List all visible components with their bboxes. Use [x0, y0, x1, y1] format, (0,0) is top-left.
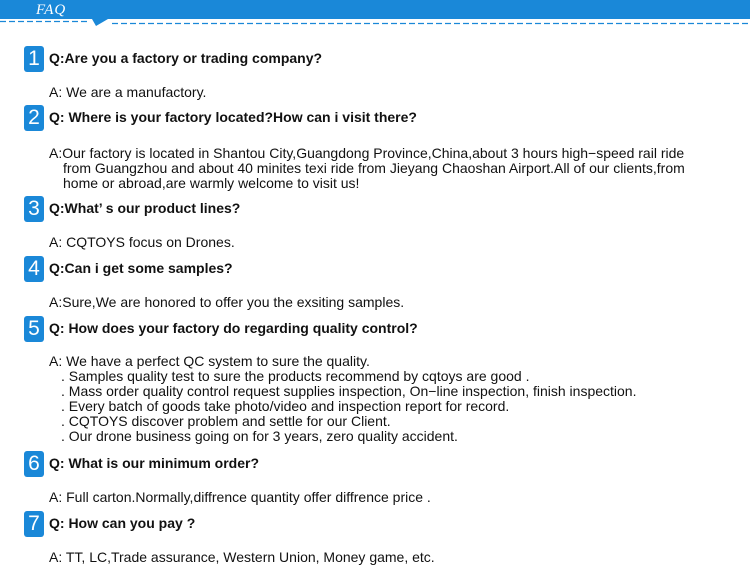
- question-text: Q:Are you a factory or trading company?: [49, 50, 323, 66]
- faq-item-6: [24, 451, 740, 505]
- faq-item-1: [24, 46, 740, 100]
- question-text: Q:Can i get some samples?: [49, 260, 233, 276]
- bullet-item: . CQTOYS discover problem and settle for our Client.: [61, 413, 391, 429]
- question-text: Q:What’ s our product lines?: [49, 200, 241, 216]
- faq-item-5: [24, 316, 740, 444]
- number-badge: 6: [24, 451, 44, 477]
- question-text: Q: How does your factory do regarding quality control?: [49, 320, 418, 336]
- faq-item-7: [24, 511, 740, 565]
- faq-item-2: [24, 105, 740, 191]
- answer-text: A: We have a perfect QC system to sure the quality. . Samples quality test to sure the products recommend by cqtoys are good . . Mass order quality control request supplies inspection, On−line inspection, finish inspection. . Every batch of goods take photo/video and inspection report for record. . CQTOYS discover problem and settle for our Client. . Our drone business going on for 3 years, zero quality accident.: [49, 354, 739, 444]
- answer-text: A: We are a manufactory.: [49, 84, 207, 100]
- number-badge: 2: [24, 105, 44, 131]
- question-text: Q: Where is your factory located?How can i visit there?: [49, 109, 417, 125]
- faq-item-3: [24, 196, 740, 250]
- bullet-item: . Every batch of goods take photo/video and inspection report for record.: [61, 398, 510, 414]
- number-badge: 5: [24, 316, 44, 342]
- faq-title: FAQ: [36, 2, 67, 18]
- answer-text: A: CQTOYS focus on Drones.: [49, 234, 235, 250]
- header-band: [0, 0, 750, 28]
- number-badge: 1: [24, 46, 44, 72]
- answer-text: A: TT, LC,Trade assurance, Western Union, Money game, etc.: [49, 549, 435, 565]
- bullet-item: . Mass order quality control request supplies inspection, On−line inspection, finish inspection.: [61, 383, 637, 399]
- number-badge: 3: [24, 196, 44, 222]
- question-text: Q: What is our minimum order?: [49, 455, 260, 471]
- bullet-item: . Our drone business going on for 3 years, zero quality accident.: [61, 428, 458, 444]
- answer-text: A: Full carton.Normally,diffrence quantity offer diffrence price .: [49, 489, 431, 505]
- number-badge: 4: [24, 256, 44, 282]
- answer-text: A:Our factory is located in Shantou City,Guangdong Province,China,about 3 hours high−speed rail ride from Guangzhou and about 40 minites texi ride from Jieyang Chaoshan Airport.All of our clients,from home or abroad,are warmly welcome to visit us!: [49, 145, 685, 191]
- question-text: Q: How can you pay ?: [49, 515, 196, 531]
- faq-item-4: [24, 256, 740, 310]
- answer-text: A:Sure,We are honored to offer you the exsiting samples.: [49, 294, 405, 310]
- number-badge: 7: [24, 511, 44, 537]
- faq-header: [0, 0, 750, 28]
- bullet-item: . Samples quality test to sure the products recommend by cqtoys are good .: [61, 368, 530, 384]
